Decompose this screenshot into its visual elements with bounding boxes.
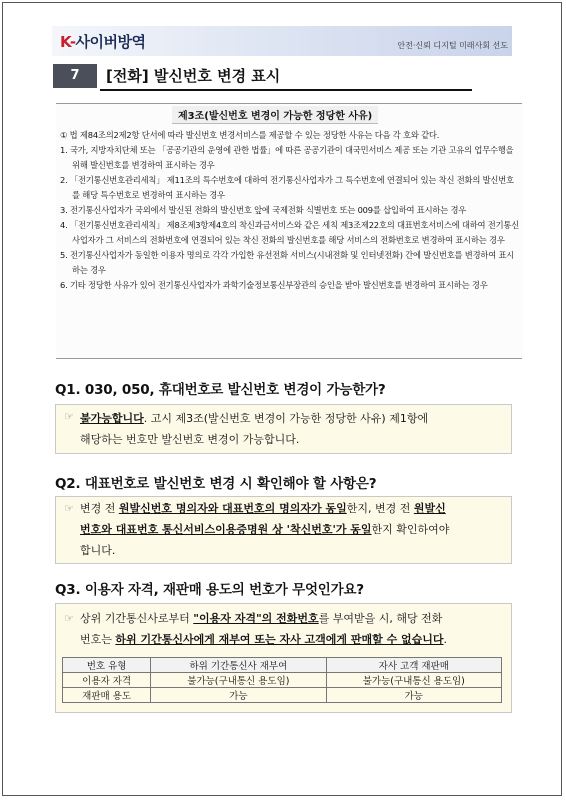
- table-cell: 불가능(구내통신 용도임): [151, 673, 326, 688]
- law-item: 6. 기타 정당한 사유가 있어 전기통신사업자가 과학기술정보통신부장관의 승인을 받아 발신번호를 변경하여 표시하는 경우: [60, 280, 488, 290]
- logo: K-사이버방역: [60, 33, 146, 51]
- law-item: 1. 국가, 지방자치단체 또는 「공공기관의 운영에 관한 법률」에 따른 공공기관이 대국민서비스 제공 또는 기관 고유의 업무수행을 위해 발신번호를 변경하여 표시하는 경우: [60, 145, 514, 170]
- answer-2: 변경 전 원발신번호 명의자와 대표번호의 명의자가 동일한지, 변경 전 원발신 번호와 대표번호 통신서비스이용증명원 상 '착신번호'가 동일한지 확인하여야 합니다.: [80, 502, 450, 557]
- section-number: 7: [53, 64, 97, 88]
- section-title: [전화] 발신번호 변경 표시: [106, 67, 281, 85]
- law-item: ① 법 제84조의2제2항 단서에 따라 발신번호 변경서비스를 제공할 수 있는 정당한 사유는 다음 각 호와 같다.: [60, 130, 440, 140]
- table-row: [63, 673, 502, 688]
- section-underline: [100, 89, 472, 91]
- table-cell: 가능: [151, 688, 326, 703]
- table-cell: 이용자 자격: [63, 673, 151, 688]
- table-cell: 가능: [326, 688, 501, 703]
- table-header-row: [63, 658, 502, 673]
- law-item: 2. 「전기통신번호관리세칙」 제11조의 특수번호에 대하여 전기통신사업자가 그 특수번호에 연결되어 있는 착신 전화의 발신번호를 해당 특수번호로 변경하여 표시하는 경우: [60, 175, 514, 200]
- table-row: [63, 688, 502, 703]
- answer-1: 불가능합니다. 고시 제3조(발신번호 변경이 가능한 정당한 사유) 제1항에 해당하는 번호만 발신번호 변경이 가능합니다.: [80, 412, 429, 446]
- question-1: Q1. 030, 050, 휴대번호로 발신번호 변경이 가능한가?: [55, 382, 386, 398]
- law-item: 5. 전기통신사업자가 동일한 이용자 명의로 각각 가입한 유선전화 서비스(시내전화 및 인터넷전화) 간에 발신번호를 변경하여 표시하는 경우: [60, 250, 515, 275]
- table-header: 번호 유형: [63, 658, 151, 673]
- law-heading: 제3조(발신번호 변경이 가능한 정당한 사유): [172, 106, 378, 124]
- law-item: 3. 전기통신사업자가 국외에서 발신된 전화의 발신번호 앞에 국제전화 식별번호 또는 009를 삽입하여 표시하는 경우: [60, 205, 467, 215]
- question-2: Q2. 대표번호로 발신번호 변경 시 확인해야 할 사항은?: [55, 476, 377, 492]
- table-header: 자사 고객 재판매: [326, 658, 501, 673]
- pointing-hand-icon: ☞: [64, 502, 74, 515]
- law-text: [60, 128, 520, 293]
- table-header: 하위 기간통신사 재부여: [151, 658, 326, 673]
- table-cell: 불가능(구내통신 용도임): [326, 673, 501, 688]
- number-type-table: [62, 657, 502, 703]
- pointing-hand-icon: ☞: [64, 612, 74, 625]
- pointing-hand-icon: ☞: [64, 410, 74, 423]
- answer-3: 상위 기간통신사로부터 "이용자 자격"의 전화번호를 부여받을 시, 해당 전화 번호는 하위 기간통신사에게 재부여 또는 자사 고객에게 판매할 수 없습니다.: [80, 612, 448, 646]
- slogan: 안전·신뢰 디지털 미래사회 선도: [397, 41, 508, 50]
- table-cell: 재판매 용도: [63, 688, 151, 703]
- question-3: Q3. 이용자 자격, 재판매 용도의 번호가 무엇인가요?: [55, 582, 364, 598]
- law-item: 4. 「전기통신번호관리세칙」 제8조제3항제4호의 착신과금서비스와 같은 세칙 제3조제22호의 대표번호서비스에 대하여 전기통신사업자가 그 서비스의 전화번호에 연결되어 있는 착신 전화의 발신번호를 해당 서비스의 전화번호로 변경하여 표시하는 경우: [60, 220, 520, 245]
